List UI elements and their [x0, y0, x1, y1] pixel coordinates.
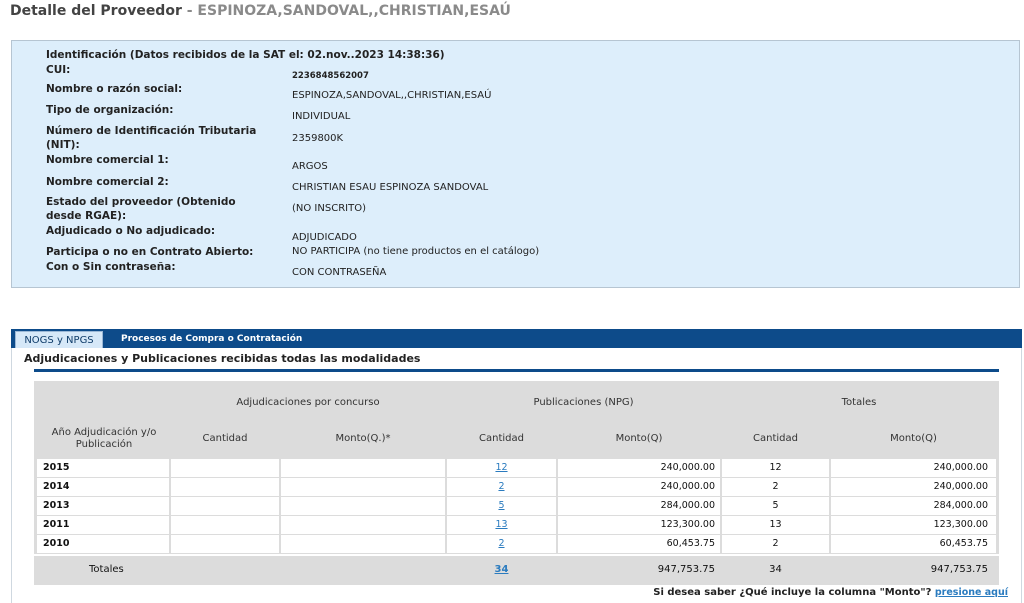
- table-row: [34, 497, 999, 516]
- row-tot-qty: 2: [722, 478, 829, 496]
- pub-qty-link[interactable]: 2: [498, 538, 505, 549]
- column-header-adj-qty: Cantidad: [202, 433, 248, 444]
- table-row: [34, 478, 999, 497]
- estado-proveedor-value: (NO INSCRITO): [292, 203, 366, 214]
- group-header-totales: Totales: [841, 397, 877, 408]
- group-header-publicaciones: Publicaciones (NPG): [533, 397, 634, 408]
- row-year: 2013: [37, 497, 169, 515]
- pub-qty-link[interactable]: 13: [495, 519, 508, 530]
- cui-label: CUI:: [46, 64, 71, 76]
- tipo-organizacion-label: Tipo de organización:: [46, 104, 174, 116]
- razon-social-label: Nombre o razón social:: [46, 83, 183, 95]
- row-adj-qty: [171, 516, 279, 534]
- row-pub-amount: 123,300.00: [558, 516, 720, 534]
- totals-pub-qty: [447, 564, 556, 575]
- monto-help-note: [653, 587, 1008, 598]
- row-adj-qty: [171, 535, 279, 553]
- totals-tot-qty: 34: [769, 564, 782, 575]
- provider-name: ESPINOZA,SANDOVAL,,CHRISTIAN,ESAÚ: [197, 3, 511, 19]
- table-row: [34, 516, 999, 535]
- pub-qty-link[interactable]: 5: [498, 500, 505, 511]
- row-tot-qty: 12: [722, 459, 829, 477]
- tab-nogs-npgs[interactable]: NOGS y NPGS: [15, 331, 103, 348]
- row-pub-amount: 240,000.00: [558, 459, 720, 477]
- row-pub-amount: 240,000.00: [558, 478, 720, 496]
- tab-procesos-compra[interactable]: Procesos de Compra o Contratación: [121, 334, 303, 344]
- row-year: 2014: [37, 478, 169, 496]
- totals-pub-qty-link[interactable]: 34: [494, 564, 509, 575]
- column-header-tot-amount: Monto(Q): [890, 433, 937, 444]
- identification-panel: [11, 40, 1020, 288]
- contrasena-value: CON CONTRASEÑA: [292, 267, 387, 278]
- row-adj-qty: [171, 478, 279, 496]
- adjudicado-value: ADJUDICADO: [292, 232, 357, 243]
- row-adj-amount: [281, 459, 445, 477]
- row-tot-qty: 13: [722, 516, 829, 534]
- row-adj-qty: [171, 459, 279, 477]
- cui-value: 2236848562007: [292, 71, 369, 81]
- row-adj-amount: [281, 535, 445, 553]
- section-title: Adjudicaciones y Publicaciones recibidas todas las modalidades: [24, 352, 421, 365]
- row-tot-qty: 2: [722, 535, 829, 553]
- nit-label: Número de Identificación Tributaria (NIT):: [46, 125, 257, 151]
- razon-social-value: ESPINOZA,SANDOVAL,,CHRISTIAN,ESAÚ: [292, 90, 492, 101]
- row-year: 2010: [37, 535, 169, 553]
- totals-row: [34, 556, 999, 585]
- page-title-text: Detalle del Proveedor: [10, 3, 182, 19]
- column-header-tot-qty: Cantidad: [753, 433, 798, 444]
- row-pub-qty: [447, 535, 556, 553]
- column-header-pub-amount: Monto(Q): [615, 433, 663, 444]
- identification-heading: Identificación (Datos recibidos de la SAT el: 02.nov..2023 14:38:36): [46, 49, 445, 61]
- nombre-comercial-1-label: Nombre comercial 1:: [46, 154, 169, 166]
- row-pub-qty: [447, 459, 556, 477]
- column-header-adj-amount: Monto(Q.)*: [335, 433, 391, 444]
- column-header-year: Año Adjudicación y/o Publicación: [51, 427, 157, 450]
- row-tot-amount: 240,000.00: [831, 459, 996, 477]
- row-tot-amount: 123,300.00: [831, 516, 996, 534]
- tab-panel: [11, 348, 1022, 603]
- row-adj-amount: [281, 478, 445, 496]
- row-tot-qty: 5: [722, 497, 829, 515]
- row-pub-qty: [447, 478, 556, 496]
- pub-qty-link[interactable]: 12: [495, 462, 508, 473]
- totals-tot-amount: 947,753.75: [930, 564, 988, 575]
- contrato-abierto-value: NO PARTICIPA (no tiene productos en el catálogo): [292, 246, 540, 257]
- title-separator: -: [186, 3, 193, 19]
- row-adj-amount: [281, 497, 445, 515]
- monto-help-text: Si desea saber ¿Qué incluye la columna "Monto"?: [653, 587, 932, 598]
- group-header-adjudicaciones: Adjudicaciones por concurso: [236, 397, 380, 408]
- adjudicado-label: Adjudicado o No adjudicado:: [46, 225, 216, 237]
- page-title: [10, 3, 511, 19]
- table-row: [34, 535, 999, 554]
- estado-proveedor-label: Estado del proveedor (Obtenido desde RGAE):: [46, 196, 236, 222]
- row-adj-amount: [281, 516, 445, 534]
- totals-label: Totales: [89, 564, 124, 575]
- contrato-abierto-label: Participa o no en Contrato Abierto:: [46, 246, 254, 258]
- row-adj-qty: [171, 497, 279, 515]
- table-header: [34, 381, 999, 459]
- totals-pub-amount: 947,753.75: [657, 564, 715, 575]
- row-pub-amount: 60,453.75: [558, 535, 720, 553]
- table-row: [34, 459, 999, 478]
- column-header-pub-qty: Cantidad: [479, 433, 524, 444]
- monto-help-link[interactable]: presione aquí: [934, 587, 1008, 598]
- section-divider: [34, 369, 999, 372]
- tipo-organizacion-value: INDIVIDUAL: [292, 111, 351, 122]
- tab-bar: [11, 329, 1022, 348]
- nit-value: 2359800K: [292, 133, 344, 144]
- row-pub-amount: 284,000.00: [558, 497, 720, 515]
- nombre-comercial-2-value: CHRISTIAN ESAU ESPINOZA SANDOVAL: [292, 182, 489, 193]
- nombre-comercial-2-label: Nombre comercial 2:: [46, 176, 169, 188]
- nombre-comercial-1-value: ARGOS: [292, 161, 328, 172]
- row-tot-amount: 284,000.00: [831, 497, 996, 515]
- row-year: 2011: [37, 516, 169, 534]
- row-pub-qty: [447, 516, 556, 534]
- contrasena-label: Con o Sin contraseña:: [46, 261, 176, 273]
- row-pub-qty: [447, 497, 556, 515]
- row-year: 2015: [37, 459, 169, 477]
- row-tot-amount: 60,453.75: [831, 535, 996, 553]
- row-tot-amount: 240,000.00: [831, 478, 996, 496]
- pub-qty-link[interactable]: 2: [498, 481, 505, 492]
